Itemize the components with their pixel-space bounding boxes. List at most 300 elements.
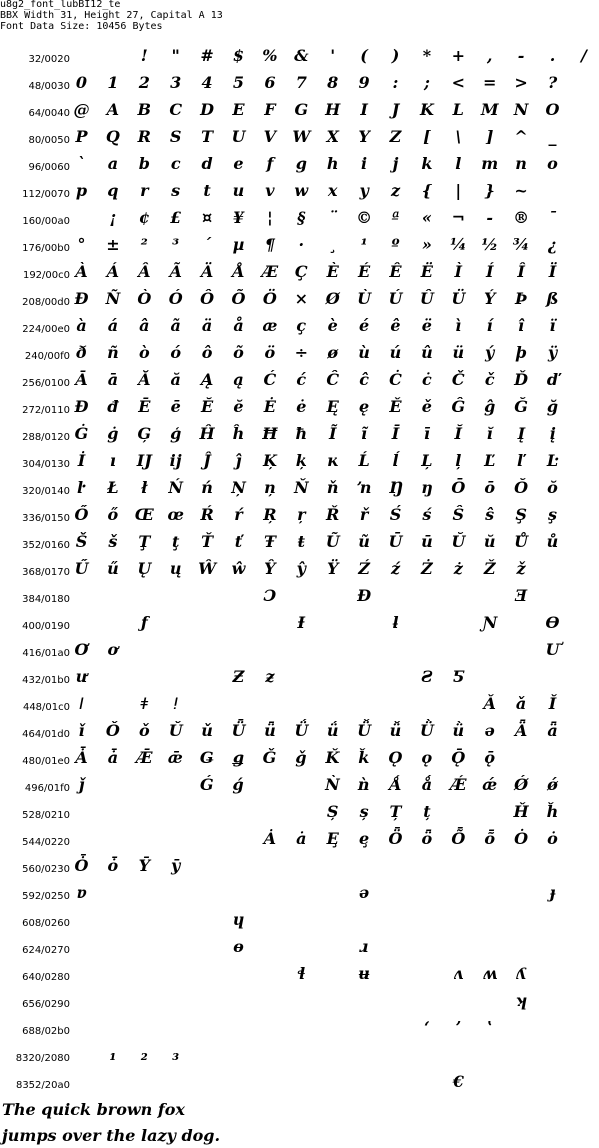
glyph-cell: ¹ [360, 235, 368, 254]
glyph-cell: x [327, 181, 338, 200]
glyph-cell: ņ [264, 478, 276, 497]
glyph-cell: & [294, 46, 309, 65]
glyph-cell: Ħ [262, 424, 278, 443]
glyph-cell: ȟ [546, 802, 559, 821]
row-code-label: 624/0270 [22, 945, 70, 956]
glyph-cell: | [455, 181, 462, 200]
glyph-cell: ĺ [392, 451, 399, 470]
glyph-cell: Ø [325, 289, 340, 308]
glyph-cell: ļ [455, 451, 462, 470]
glyph-cell: . [549, 46, 556, 65]
glyph-cell: G [294, 100, 309, 119]
glyph-cell: í [486, 316, 493, 335]
glyph-cell: Ơ [74, 640, 89, 659]
glyph-cell: Ã [169, 262, 182, 281]
glyph-cell: Ș [326, 802, 339, 821]
glyph-cell: Đ [74, 289, 89, 308]
glyph-cell: æ [262, 316, 278, 335]
glyph-cell: ė [296, 397, 307, 416]
glyph-row [0, 692, 576, 719]
glyph-cell: Ĥ [199, 424, 215, 443]
row-code-label: 480/01e0 [22, 756, 70, 767]
glyph-cell: ĩ [361, 424, 368, 443]
glyph-cell: Ĺ [358, 451, 370, 470]
glyph-cell: < [451, 73, 465, 92]
glyph-cell: N [513, 100, 529, 119]
glyph-cell: Ō [451, 478, 466, 497]
glyph-cell: ø [327, 343, 339, 362]
glyph-cell: ǻ [421, 775, 433, 794]
glyph-cell: ƒ [140, 613, 148, 632]
glyph-cell: Ģ [137, 424, 152, 443]
row-code-label: 464/01d0 [22, 729, 70, 740]
glyph-cell: L [452, 100, 464, 119]
glyph-cell: Ā [75, 370, 88, 389]
glyph-cell: Ü [451, 289, 466, 308]
glyph-cell: Ď [514, 370, 529, 389]
glyph-cell: Ě [389, 397, 402, 416]
row-code-label: 288/0120 [22, 432, 70, 443]
glyph-cell: ơ [107, 640, 119, 659]
glyph-row [0, 962, 576, 989]
glyph-cell: ] [485, 127, 494, 146]
glyph-cell: / [580, 46, 587, 65]
row-code-label: 32/0020 [28, 54, 70, 65]
glyph-cell: Ǵ [200, 775, 214, 794]
glyph-cell: u [232, 181, 245, 200]
glyph-cell: * [422, 46, 432, 65]
glyph-cell: Ý [483, 289, 496, 308]
glyph-cell: Ǥ [199, 748, 215, 767]
glyph-cell: Ċ [389, 370, 402, 389]
row-code-label: 256/0100 [22, 378, 70, 389]
glyph-cell: Ş [515, 505, 527, 524]
glyph-cell: ¨ [328, 208, 337, 227]
glyph-cell: đ [107, 397, 119, 416]
glyph-cell: ɬ [297, 964, 306, 983]
glyph-cell: ʍ [482, 964, 497, 983]
glyph-cell: Ŋ [388, 478, 403, 497]
glyph-cell: ʻ [424, 1018, 430, 1037]
glyph-cell: 9 [358, 73, 370, 92]
glyph-cell: ĥ [232, 424, 245, 443]
glyph-cell: Ƨ [421, 667, 433, 686]
glyph-cell: - [517, 46, 525, 65]
glyph-cell: ð [76, 343, 87, 362]
glyph-cell: Ǟ [514, 721, 528, 740]
glyph-cell: = [482, 73, 497, 92]
glyph-cell: š [108, 532, 118, 551]
glyph-cell: Ȳ [138, 856, 150, 875]
glyph-cell: Ɔ [263, 586, 277, 605]
glyph-cell: ö [264, 343, 276, 362]
glyph-cell: ñ [107, 343, 119, 362]
glyph-cell: ɐ [76, 883, 87, 902]
glyph-cell: Ǣ [136, 748, 153, 767]
glyph-cell: ǹ [358, 775, 370, 794]
glyph-cell: ũ [358, 532, 370, 551]
glyph-row [0, 233, 576, 260]
glyph-cell: Ù [357, 289, 372, 308]
glyph-cell: Ľ [484, 451, 496, 470]
glyph-cell: ₃ [172, 1045, 180, 1064]
glyph-cell: ʉ [358, 964, 370, 983]
glyph-cell: d [201, 154, 213, 173]
row-code-label: 8320/2080 [15, 1053, 70, 1064]
glyph-cell: Ă [138, 370, 151, 389]
glyph-cell: ë [421, 316, 432, 335]
row-code-label: 400/0190 [22, 621, 70, 632]
glyph-cell: Û [419, 289, 434, 308]
glyph-cell: Ŗ [263, 505, 277, 524]
glyph-row [0, 638, 576, 665]
glyph-cell: Y [358, 127, 370, 146]
row-code-label: 448/01c0 [22, 702, 70, 713]
glyph-row [0, 206, 576, 233]
glyph-cell: Å [232, 262, 245, 281]
glyph-cell: B [137, 100, 152, 119]
glyph-cell: ý [485, 343, 495, 362]
glyph-cell: ư [75, 667, 88, 686]
row-code-label: 208/00d0 [22, 297, 70, 308]
glyph-cell: ȧ [296, 829, 307, 848]
row-code-label: 304/0130 [22, 459, 70, 470]
glyph-cell: œ [167, 505, 184, 524]
glyph-cell: Î [517, 262, 525, 281]
glyph-cell: 4 [201, 73, 213, 92]
glyph-cell: ÷ [294, 343, 308, 362]
glyph-cell: ŕ [234, 505, 243, 524]
glyph-cell: Õ [231, 289, 246, 308]
glyph-cell: k [421, 154, 433, 173]
glyph-cell: Þ [515, 289, 528, 308]
glyph-row [0, 935, 576, 962]
glyph-cell: ě [421, 397, 432, 416]
glyph-cell: w [294, 181, 309, 200]
row-code-label: 272/0110 [22, 405, 70, 416]
row-code-label: 608/0260 [22, 918, 70, 929]
glyph-cell: Z [389, 127, 402, 146]
glyph-cell: @ [73, 100, 90, 119]
glyph-cell: € [452, 1072, 464, 1091]
glyph-cell: ź [390, 559, 401, 578]
glyph-cell: m [481, 154, 499, 173]
glyph-cell: ĳ [169, 451, 182, 470]
glyph-cell: U [231, 127, 246, 146]
glyph-cell: ŝ [485, 505, 495, 524]
glyph-cell: K [419, 100, 434, 119]
glyph-cell: Ǘ [294, 721, 309, 740]
glyph-cell: ª [391, 208, 400, 227]
sample-text-line-1: The quick brown fox [2, 1100, 185, 1119]
glyph-cell: o [547, 154, 558, 173]
glyph-cell: ʽ [486, 1018, 493, 1037]
glyph-cell: ķ [295, 451, 307, 470]
glyph-cell: ċ [422, 370, 432, 389]
glyph-cell: ° [77, 235, 86, 254]
glyph-cell: ĵ [235, 451, 242, 470]
row-code-label: 8352/20a0 [15, 1080, 70, 1091]
glyph-cell: İ [77, 451, 86, 470]
glyph-cell: ǩ [358, 748, 370, 767]
glyph-cell: Ȱ [74, 856, 89, 875]
glyph-cell: ʌ [453, 964, 463, 983]
glyph-cell: + [451, 46, 465, 65]
glyph-cell: ç [296, 316, 307, 335]
row-code-label: 432/01b0 [22, 675, 70, 686]
glyph-cell: Ȧ [263, 829, 277, 848]
glyph-cell: ʼ [455, 1018, 462, 1037]
glyph-cell: Ũ [325, 532, 340, 551]
glyph-cell: ¿ [547, 235, 558, 254]
glyph-cell: ù [358, 343, 370, 362]
glyph-cell: » [421, 235, 432, 254]
glyph-cell: Ğ [514, 397, 528, 416]
glyph-cell: č [484, 370, 495, 389]
glyph-cell: Ž [483, 559, 496, 578]
glyph-row [0, 476, 576, 503]
row-code-label: 112/0070 [22, 189, 70, 200]
row-code-label: 656/0290 [22, 999, 70, 1010]
glyph-cell: ƚ [392, 613, 399, 632]
glyph-cell: \ [455, 127, 462, 146]
glyph-cell: õ [233, 343, 244, 362]
glyph-cell: ' [330, 46, 336, 65]
glyph-cell: Ȯ [514, 829, 529, 848]
glyph-cell: Ő [74, 505, 89, 524]
glyph-cell: ǃ [173, 694, 179, 713]
glyph-cell: ď [546, 370, 559, 389]
glyph-cell: ¸ [328, 235, 337, 254]
glyph-row [0, 152, 576, 179]
glyph-cell: µ [232, 235, 245, 254]
glyph-row [0, 611, 576, 638]
glyph-cell: ǀ [79, 694, 84, 713]
glyph-cell: Ǒ [105, 721, 120, 740]
glyph-cell: ō [484, 478, 496, 497]
glyph-cell: ū [421, 532, 433, 551]
glyph-cell: " [171, 46, 180, 65]
glyph-cell: Ű [74, 559, 89, 578]
glyph-cell: ů [546, 532, 559, 551]
glyph-cell: > [514, 73, 528, 92]
glyph-cell: ǿ [547, 775, 558, 794]
glyph-cell: é [359, 316, 370, 335]
glyph-cell: ú [389, 343, 402, 362]
glyph-cell: ŉ [356, 478, 373, 497]
glyph-cell: ê [390, 316, 401, 335]
glyph-cell: ț [423, 802, 431, 821]
glyph-cell: ć [296, 370, 307, 389]
glyph-cell: ɥ [232, 910, 245, 929]
font-name: u8g2_font_lubBI12_te [0, 0, 121, 10]
glyph-cell: ž [516, 559, 526, 578]
glyph-cell: e [233, 154, 244, 173]
glyph-cell: ğ [546, 397, 559, 416]
row-code-label: 80/0050 [28, 135, 70, 146]
glyph-cell: ô [201, 343, 213, 362]
glyph-cell: ȫ [421, 829, 433, 848]
glyph-cell: Ɨ [297, 613, 306, 632]
glyph-cell: f [266, 154, 274, 173]
glyph-cell: ǵ [232, 775, 245, 794]
glyph-cell: ő [107, 505, 119, 524]
glyph-cell: ǂ [140, 694, 148, 713]
glyph-cell: ǰ [78, 775, 85, 794]
glyph-cell: q [107, 181, 119, 200]
glyph-cell: ´ [203, 235, 212, 254]
glyph-cell: Ǹ [325, 775, 340, 794]
glyph-cell: É [357, 262, 371, 281]
glyph-cell: © [356, 208, 373, 227]
glyph-row [0, 827, 576, 854]
glyph-row [0, 125, 576, 152]
glyph-cell: ) [391, 46, 400, 65]
glyph-cell: × [294, 289, 308, 308]
glyph-cell: Ǜ [419, 721, 434, 740]
glyph-cell: F [264, 100, 276, 119]
glyph-cell: ē [170, 397, 181, 416]
glyph-cell: Ų [137, 559, 152, 578]
glyph-cell: 2 [138, 73, 150, 92]
glyph-cell: 5 [232, 73, 245, 92]
glyph-cell: ə [359, 883, 370, 902]
glyph-cell: Ǚ [357, 721, 372, 740]
glyph-cell: Ĕ [200, 397, 214, 416]
glyph-cell: Ļ [421, 451, 433, 470]
glyph-cell: Ư [545, 640, 560, 659]
glyph-cell: Ǿ [514, 775, 529, 794]
glyph-cell: _ [548, 127, 557, 146]
glyph-row [0, 719, 576, 746]
row-code-label: 544/0220 [22, 837, 70, 848]
glyph-cell: ī [423, 424, 430, 443]
glyph-cell: Ĳ [136, 451, 152, 470]
glyph-cell: Ɲ [482, 613, 497, 632]
glyph-cell: ǚ [389, 721, 402, 740]
glyph-cell: 0 [75, 73, 88, 92]
glyph-cell: ȭ [484, 829, 496, 848]
glyph-cell: Č [451, 370, 465, 389]
glyph-cell: Ŕ [200, 505, 214, 524]
row-code-label: 320/0140 [22, 486, 70, 497]
glyph-cell: ń [201, 478, 213, 497]
glyph-cell: ü [452, 343, 465, 362]
glyph-row [0, 368, 576, 395]
glyph-cell: ă [170, 370, 181, 389]
glyph-cell: R [137, 127, 151, 146]
glyph-cell: ŏ [547, 478, 558, 497]
glyph-cell: Œ [134, 505, 154, 524]
glyph-cell: ĭ [486, 424, 493, 443]
glyph-cell: ǐ [78, 721, 85, 740]
row-code-label: 336/0150 [22, 513, 70, 524]
glyph-cell: ĝ [484, 397, 496, 416]
glyph-cell: 8 [327, 73, 339, 92]
glyph-cell: Ñ [105, 289, 121, 308]
glyph-cell: Ĭ [454, 424, 463, 443]
row-code-label: 96/0060 [28, 162, 70, 173]
glyph-cell: 3 [170, 73, 182, 92]
glyph-cell: ĸ [327, 451, 339, 470]
glyph-cell: ʎ [516, 964, 527, 983]
glyph-cell: % [262, 46, 278, 65]
glyph-cell: è [327, 316, 338, 335]
glyph-cell: ŷ [296, 559, 306, 578]
glyph-row [0, 341, 576, 368]
sample-text-line-2: jumps over the lazy dog. [2, 1126, 221, 1145]
glyph-cell: b [138, 154, 150, 173]
glyph-row [0, 44, 587, 71]
glyph-cell: ¥ [232, 208, 245, 227]
glyph-cell: Ĉ [326, 370, 340, 389]
glyph-cell: s [171, 181, 181, 200]
glyph-cell: ǒ [138, 721, 150, 740]
glyph-cell: ² [140, 235, 148, 254]
glyph-cell: ( [360, 46, 368, 65]
glyph-row [0, 287, 576, 314]
glyph-cell: ǥ [232, 748, 245, 767]
glyph-cell: ǘ [326, 721, 339, 740]
glyph-cell: Ï [548, 262, 557, 281]
glyph-cell: ű [107, 559, 119, 578]
glyph-cell: J [391, 100, 400, 119]
glyph-cell: Ú [388, 289, 403, 308]
glyph-cell: Ŏ [514, 478, 529, 497]
glyph-cell: Ȟ [513, 802, 529, 821]
glyph-row [0, 746, 576, 773]
glyph-cell: ɟ [549, 883, 556, 902]
glyph-row [0, 98, 576, 125]
glyph-cell: á [107, 316, 119, 335]
glyph-cell: Ż [421, 559, 433, 578]
glyph-cell: T [201, 127, 214, 146]
glyph-cell: ¦ [266, 208, 273, 227]
glyph-cell: ħ [295, 424, 308, 443]
glyph-row [0, 422, 576, 449]
glyph-row [0, 260, 576, 287]
glyph-cell: p [75, 181, 88, 200]
glyph-cell: À [75, 262, 88, 281]
glyph-cell: Æ [261, 262, 279, 281]
glyph-cell: ā [107, 370, 119, 389]
glyph-cell: V [263, 127, 277, 146]
glyph-cell: , [486, 46, 493, 65]
glyph-cell: ǫ [421, 748, 433, 767]
glyph-cell: ä [201, 316, 213, 335]
glyph-cell: l [455, 154, 462, 173]
glyph-cell: # [200, 46, 214, 65]
glyph-cell: ę [359, 397, 370, 416]
glyph-cell: ŋ [421, 478, 433, 497]
glyph-cell: ș [359, 802, 369, 821]
font-data-size: Font Data Size: 10456 Bytes [0, 21, 163, 32]
row-code-label: 496/01f0 [24, 783, 70, 794]
glyph-cell: Ó [168, 289, 183, 308]
glyph-cell: 7 [295, 73, 307, 92]
glyph-cell: Ț [389, 802, 402, 821]
row-code-label: 640/0280 [22, 972, 70, 983]
glyph-cell: ŧ [297, 532, 305, 551]
glyph-cell: Ç [294, 262, 308, 281]
glyph-cell: ģ [170, 424, 182, 443]
glyph-cell: Ê [389, 262, 402, 281]
glyph-cell: ^ [514, 127, 528, 146]
glyph-cell: Ȭ [451, 829, 466, 848]
glyph-cell: ŭ [483, 532, 496, 551]
glyph-cell: ʞ [515, 991, 528, 1010]
glyph-cell: º [391, 235, 400, 254]
